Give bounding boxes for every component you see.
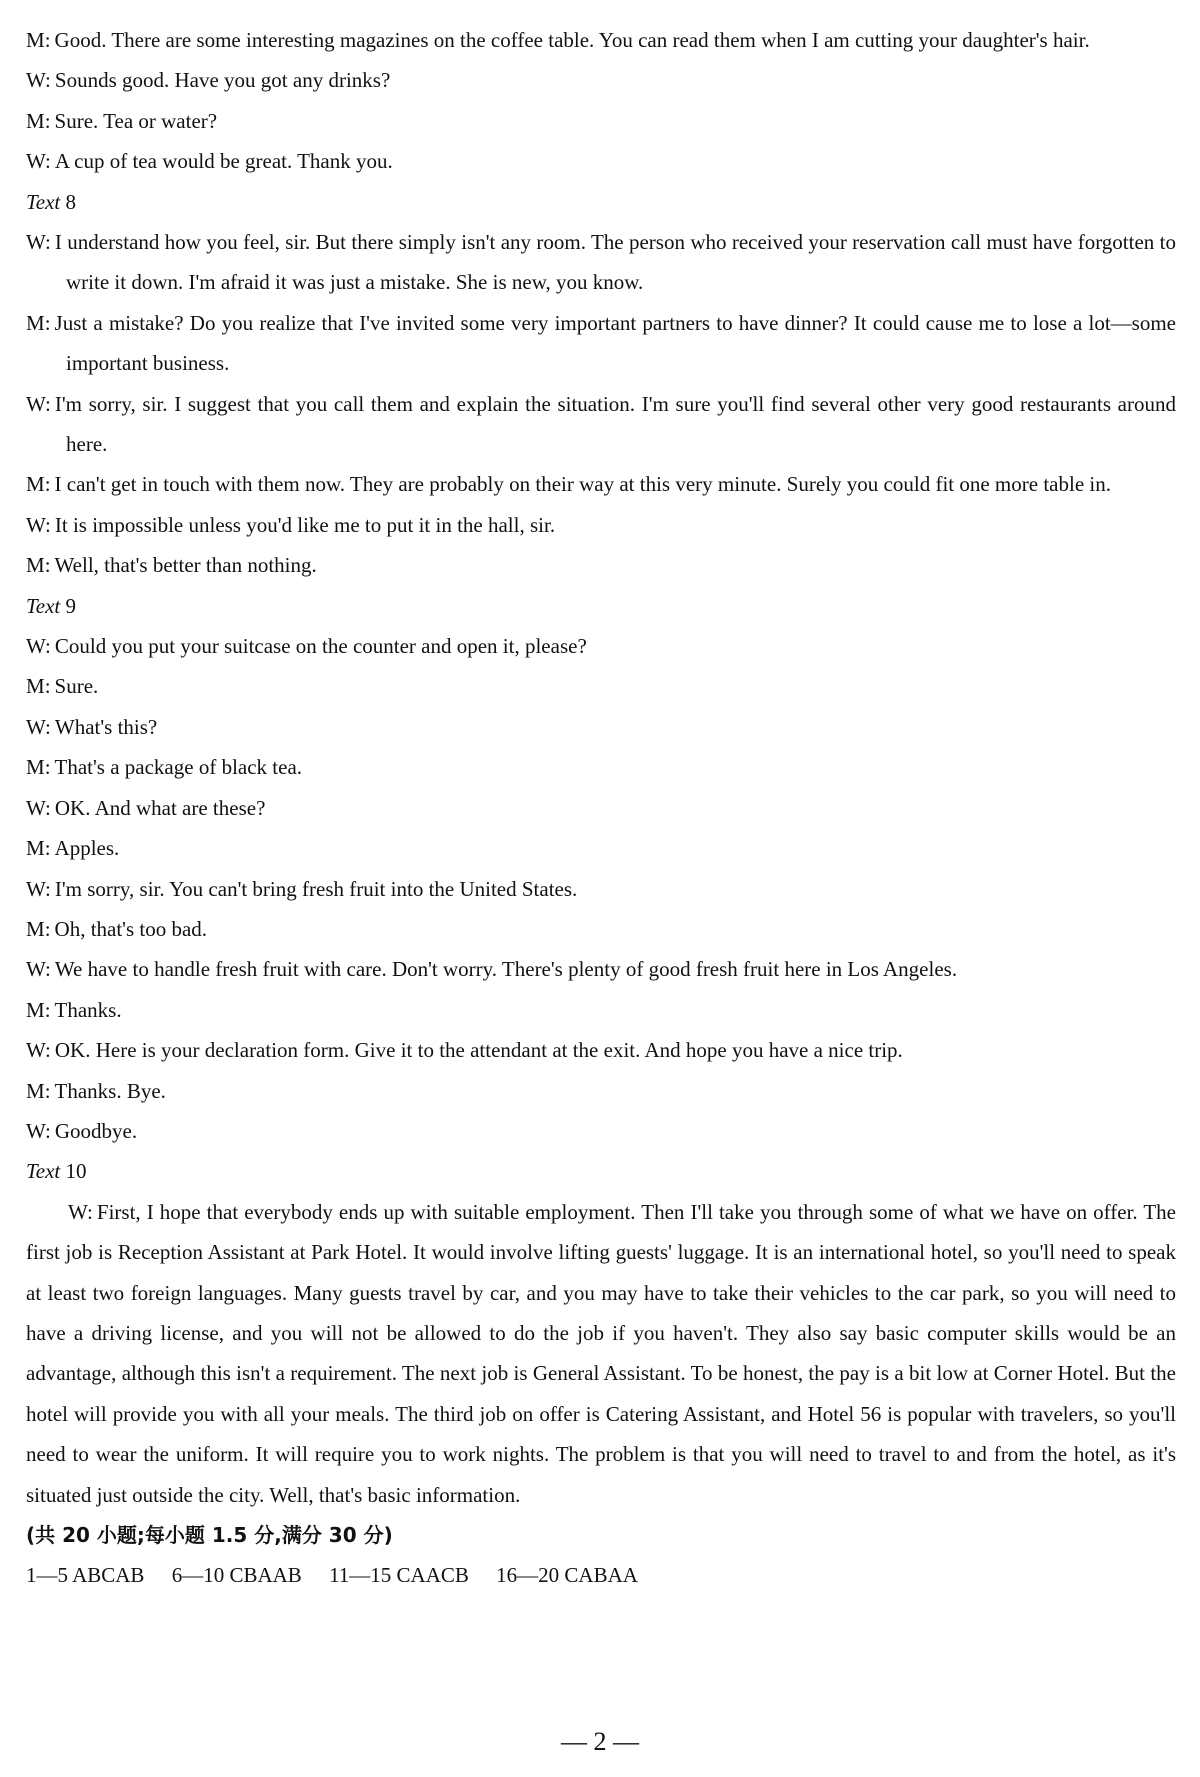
answer-row [26,1555,1176,1595]
speaker-separator: : [44,28,51,52]
dialogue-text: Good. There are some interesting magazines on the coffee table. You can read them when I am cutting your daughter's hair. [54,28,1090,52]
text-heading-label: Text [26,593,61,618]
speaker-label: W [26,149,46,174]
dialogue-text: A cup of tea would be great. Thank you. [54,149,393,174]
text-heading-number: 8 [65,189,76,214]
text-heading [26,1151,1176,1191]
dialogue-text: Well, that's better than nothing. [54,553,317,578]
speaker-label: W [26,230,46,255]
speaker-label: M [26,28,45,52]
speaker-label: W [68,1199,88,1224]
speaker-separator: : [44,997,51,1022]
dialogue-text: Sure. [54,674,99,699]
speaker-label: W [26,1038,46,1063]
dialogue-line [26,788,1176,828]
monologue-text: First, I hope that everybody ends up with suitable employment. Then I'll take you through some of what we have on offer. The first job is Reception Assistant at Park Hotel. It would involve lifting guests' luggage. It is an international hotel, so you'll need to speak at least two foreign languages. Many guests travel by car, and you may have to take their vehicles to the car park, so you will need to have a driving license, and you will not be allowed to do the job if you haven't. They also say basic computer skills would be an advantage, although this isn't a requirement. The next job is General Assistant. To be honest, the pay is a bit low at Corner Hotel. But the hotel will provide you with all your meals. The third job on offer is Catering Assistant, and Hotel 56 is popular with travelers, so you'll need to wear the uniform. It will require you to work nights. The problem is that you will need to travel to and from the hotel, as it's situated just outside the city. Well, that's basic information. [26,1199,1176,1507]
speaker-label: M [26,472,45,497]
dialogue-line [26,20,1176,60]
speaker-label: W [26,391,46,416]
speaker-label: M [26,755,45,780]
dialogue-line [26,949,1176,989]
text-heading-number: 10 [65,1159,87,1184]
speaker-label: M [26,310,45,335]
dialogue-line [26,222,1176,303]
text-heading [26,586,1176,626]
text-heading [26,182,1176,222]
dialogue-line [26,505,1176,545]
speaker-label: M [26,1078,45,1103]
dialogue-line [26,1071,1176,1111]
speaker-separator: : [87,1199,93,1224]
dialogue-text: I can't get in touch with them now. They are probably on their way at this very minute. Surely you could fit one more table in. [54,472,1111,497]
speaker-separator: : [44,1078,51,1103]
dialogue-line [26,909,1176,949]
speaker-separator: : [45,230,51,255]
speaker-separator: : [44,553,51,578]
speaker-separator: : [44,674,51,699]
dialogue-line [26,869,1176,909]
speaker-separator: : [45,391,51,416]
speaker-separator: : [45,714,51,739]
dialogue-text: I'm sorry, sir. You can't bring fresh fruit into the United States. [54,876,578,901]
speaker-label: W [26,68,46,93]
dialogue-text: What's this? [54,714,158,739]
dialogue-text: Thanks. [54,997,122,1022]
dialogue-text: Just a mistake? Do you realize that I've invited some very important partners to have dinner? It could cause me to lose a lot—some important business. [54,310,1176,376]
answer-group: 11—15 CAACB [329,1563,469,1588]
speaker-label: M [26,674,45,699]
dialogue-line [26,464,1176,504]
speaker-label: M [26,553,45,578]
speaker-separator: : [44,755,51,780]
text-heading-number: 9 [65,593,76,618]
dialogue-line [26,747,1176,787]
speaker-separator: : [44,108,51,133]
score-note: (共 20 小题;每小题 1.5 分,满分 30 分) [26,1522,393,1547]
listening-transcript [26,20,1176,1151]
answer-group: 16—20 CABAA [496,1563,638,1588]
speaker-label: W [26,634,46,659]
dialogue-line [26,1111,1176,1151]
answer-key-page [26,20,1176,1596]
speaker-separator: : [45,1038,51,1063]
speaker-separator: : [45,634,51,659]
dialogue-text: Goodbye. [54,1118,138,1143]
speaker-label: M [26,997,45,1022]
speaker-separator: : [45,876,51,901]
speaker-separator: : [45,1118,51,1143]
dialogue-line [26,141,1176,181]
dialogue-line [26,626,1176,666]
dialogue-line [26,384,1176,465]
speaker-label: M [26,916,45,941]
speaker-separator: : [44,472,51,497]
speaker-label: W [26,795,46,820]
dialogue-line [26,303,1176,384]
dialogue-text: I understand how you feel, sir. But there simply isn't any room. The person who received your reservation call must have forgotten to write it down. I'm afraid it was just a mistake. She is new, you know. [54,230,1176,295]
dialogue-text: Oh, that's too bad. [54,916,208,941]
speaker-label: M [26,836,45,861]
dialogue-text: OK. And what are these? [54,795,266,820]
dialogue-line [26,707,1176,747]
speaker-separator: : [44,916,51,941]
dialogue-line [26,545,1176,585]
dialogue-line [26,828,1176,868]
speaker-separator: : [45,957,51,982]
speaker-separator: : [45,512,51,537]
dialogue-text: Sounds good. Have you got any drinks? [54,68,391,93]
dialogue-text: Apples. [54,836,120,861]
speaker-separator: : [45,68,51,93]
dialogue-text: Sure. Tea or water? [54,108,218,133]
speaker-separator: : [45,795,51,820]
dialogue-text: That's a package of black tea. [54,755,303,780]
dialogue-text: Could you put your suitcase on the counter and open it, please? [54,634,587,659]
dialogue-text: OK. Here is your declaration form. Give it to the attendant at the exit. And hope you have a nice trip. [54,1038,903,1063]
answer-group: 6—10 CBAAB [171,1563,302,1588]
text-heading-label: Text [26,189,61,214]
answer-group: 1—5 ABCAB [26,1563,145,1588]
speaker-separator: : [45,149,51,174]
speaker-separator: : [44,836,51,861]
dialogue-line [26,60,1176,100]
speaker-label: W [26,1118,46,1143]
speaker-label: M [26,108,45,133]
dialogue-text: It is impossible unless you'd like me to put it in the hall, sir. [54,512,556,537]
dialogue-text: We have to handle fresh fruit with care. Don't worry. There's plenty of good fresh fruit here in Los Angeles. [54,957,958,982]
dialogue-line [26,101,1176,141]
dialogue-line [26,990,1176,1030]
monologue-paragraph [26,1192,1176,1515]
dialogue-text: Thanks. Bye. [54,1078,166,1103]
dialogue-text: I'm sorry, sir. I suggest that you call them and explain the situation. I'm sure you'll find several other very good restaurants around here. [54,391,1176,457]
page-number: — 2 — [561,1727,639,1756]
speaker-label: W [26,876,46,901]
speaker-separator: : [44,310,51,335]
dialogue-line [26,666,1176,706]
speaker-label: W [26,714,46,739]
dialogue-line [26,1030,1176,1070]
text-heading-label: Text [26,1159,61,1184]
speaker-label: W [26,512,46,537]
speaker-label: W [26,957,46,982]
